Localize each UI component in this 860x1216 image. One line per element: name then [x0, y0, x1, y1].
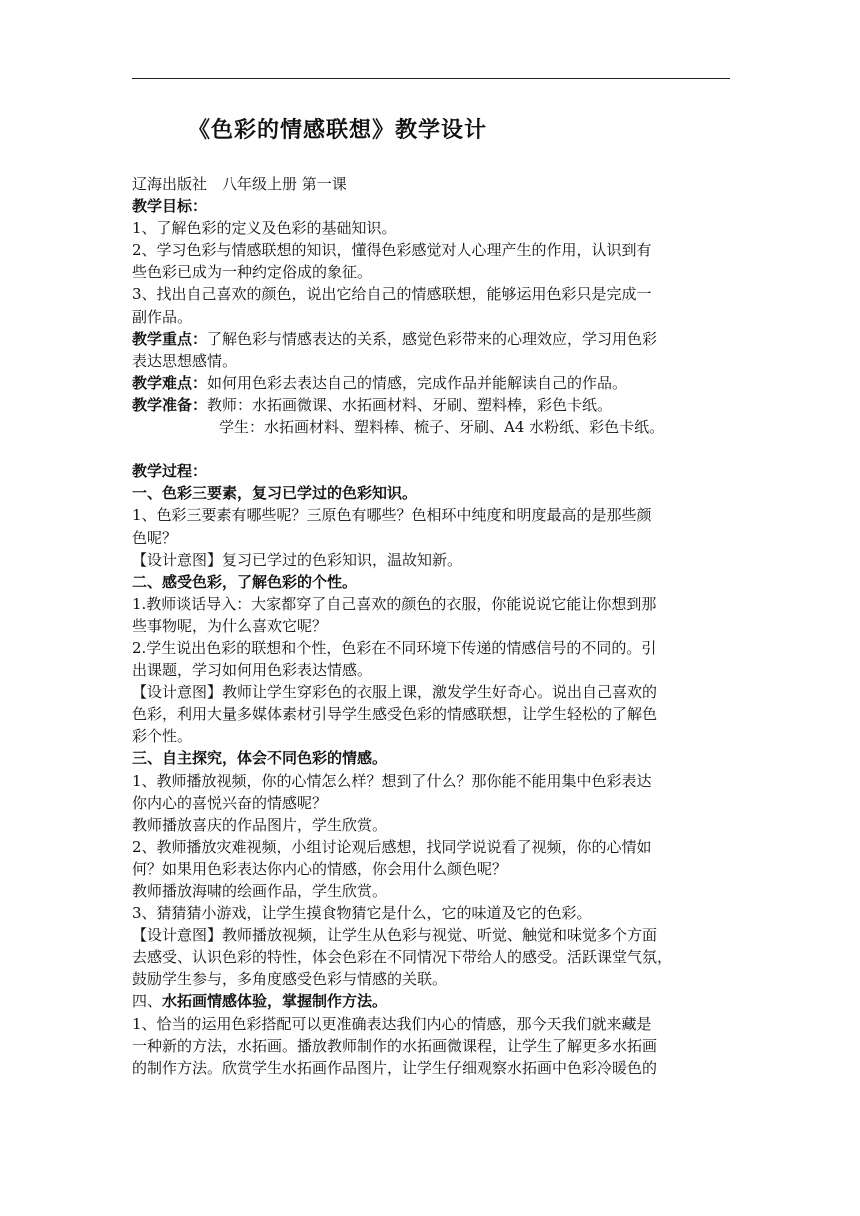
- blank-line: [132, 438, 732, 460]
- header-rule: [132, 78, 730, 79]
- process-heading: 教学过程：: [132, 462, 208, 481]
- preparation-student: 学生：水拓画材料、塑料棒、梳子、牙刷、A4 水粉纸、彩色卡纸。: [219, 418, 665, 437]
- difficulty-label: 教学难点：: [132, 373, 208, 392]
- section-4-heading-row: [132, 990, 732, 1012]
- difficulty: [132, 372, 732, 394]
- key-points-line-2: 表达思想感情。: [132, 351, 238, 370]
- section-2-intent-line-2: 色彩，利用大量多媒体素材引导学生感受色彩的情感联想，让学生轻松的了解色: [132, 705, 658, 724]
- section-1-question-line-1: 1、色彩三要素有哪些呢？三原色有哪些？色相环中纯度和明度最高的是那些颜: [132, 506, 652, 525]
- section-2-p1-line-1: 1.教师谈话导入：大家都穿了自己喜欢的颜色的衣服，你能说说它能让你想到那: [132, 594, 657, 613]
- section-4-p1-line-1: 1、恰当的运用色彩搭配可以更准确表达我们内心的情感，那今天我们就来藏是: [132, 1014, 652, 1033]
- goal-3-line-2: 副作品。: [132, 307, 193, 326]
- section-2-p1-line-2: 些事物呢，为什么喜欢它呢？: [132, 616, 328, 635]
- preparation: [132, 394, 732, 416]
- key-points-label: 教学重点：: [132, 329, 208, 348]
- section-3-heading: 三、自主探究，体会不同色彩的情感。: [132, 749, 388, 768]
- section-2-p2-line-2: 出课题，学习如何用色彩表达情感。: [132, 661, 373, 680]
- section-1-heading: 一、色彩三要素，复习已学过的色彩知识。: [132, 484, 418, 503]
- goal-2-line-2: 些色彩已成为一种约定俗成的象征。: [132, 263, 373, 282]
- section-3-intent-line-3: 鼓励学生参与，多角度感受色彩与情感的关联。: [132, 970, 448, 989]
- section-3-p1-line-2: 你内心的喜悦兴奋的情感呢？: [132, 793, 328, 812]
- section-3-intent-line-2: 去感受、认识色彩的特性，体会色彩在不同情况下带给人的感受。活跃课堂气氛，: [132, 948, 673, 967]
- document-title: 《色彩的情感联想》教学设计: [188, 117, 488, 143]
- section-3-p2-line-1: 2、教师播放灾难视频，小组讨论观后感想，找同学说说看了视频，你的心情如: [132, 837, 652, 856]
- section-3-p3: 3、猜猜猜小游戏，让学生摸食物猜它是什么，它的味道及它的色彩。: [132, 904, 592, 923]
- section-3-intent-line-1: 【设计意图】教师播放视频，让学生从色彩与视觉、听觉、触觉和味觉多个方面: [132, 926, 658, 945]
- key-points-text: 了解色彩与情感表达的关系，感觉色彩带来的心理效应，学习用色彩: [207, 329, 658, 348]
- section-3-p2-line-3: 教师播放海啸的绘画作品，学生欣赏。: [132, 882, 388, 900]
- section-3-p2-line-2: 何？如果用色彩表达你内心的情感，你会用什么颜色呢？: [132, 859, 508, 878]
- publisher-line: 辽海出版社 八年级上册 第一课: [132, 175, 347, 193]
- section-4-p1-line-2: 一种新的方法，水拓画。播放教师制作的水拓画微课程，让学生了解更多水拓画: [132, 1036, 658, 1055]
- section-3-p1-line-3: 教师播放喜庆的作品图片，学生欣赏。: [132, 815, 388, 834]
- section-4-p1-line-3: 的制作方法。欣赏学生水拓画作品图片，让学生仔细观察水拓画中色彩冷暖色的: [132, 1058, 658, 1077]
- goal-3-line-1: 3、找出自己喜欢的颜色，说出它给自己的情感联想，能够运用色彩只是完成一: [132, 285, 652, 304]
- section-2-intent-line-3: 彩个性。: [132, 727, 193, 746]
- key-points: [132, 328, 732, 350]
- section-1-intent: 【设计意图】复习已学过的色彩知识，温故知新。: [132, 550, 463, 569]
- section-2-heading: 二、感受色彩，了解色彩的个性。: [132, 572, 358, 591]
- section-1-question-line-2: 色呢？: [132, 528, 178, 547]
- preparation-label: 教学准备：: [132, 395, 208, 414]
- section-2-intent-line-1: 【设计意图】教师让学生穿彩色的衣服上课，激发学生好奇心。说出自己喜欢的: [132, 683, 658, 702]
- goals-heading: 教学目标：: [132, 197, 208, 216]
- goal-2-line-1: 2、学习色彩与情感联想的知识，懂得色彩感觉对人心理产生的作用，认识到有: [132, 241, 652, 260]
- section-3-p1-line-1: 1、教师播放视频，你的心情怎么样？想到了什么？那你能不能用集中色彩表达: [132, 771, 652, 790]
- section-4-number: 四、: [132, 992, 163, 1011]
- difficulty-text: 如何用色彩去表达自己的情感，完成作品并能解读自己的作品。: [207, 373, 628, 392]
- preparation-teacher: 教师：水拓画微课、水拓画材料、牙刷、塑料棒，彩色卡纸。: [207, 395, 613, 414]
- goal-1: 1、了解色彩的定义及色彩的基础知识。: [132, 219, 397, 238]
- document-body: [132, 173, 732, 1079]
- section-2-p2-line-1: 2.学生说出色彩的联想和个性，色彩在不同环境下传递的情感信号的不同的。引: [132, 638, 657, 657]
- section-4-heading: 水拓画情感体验，掌握制作方法。: [162, 992, 388, 1011]
